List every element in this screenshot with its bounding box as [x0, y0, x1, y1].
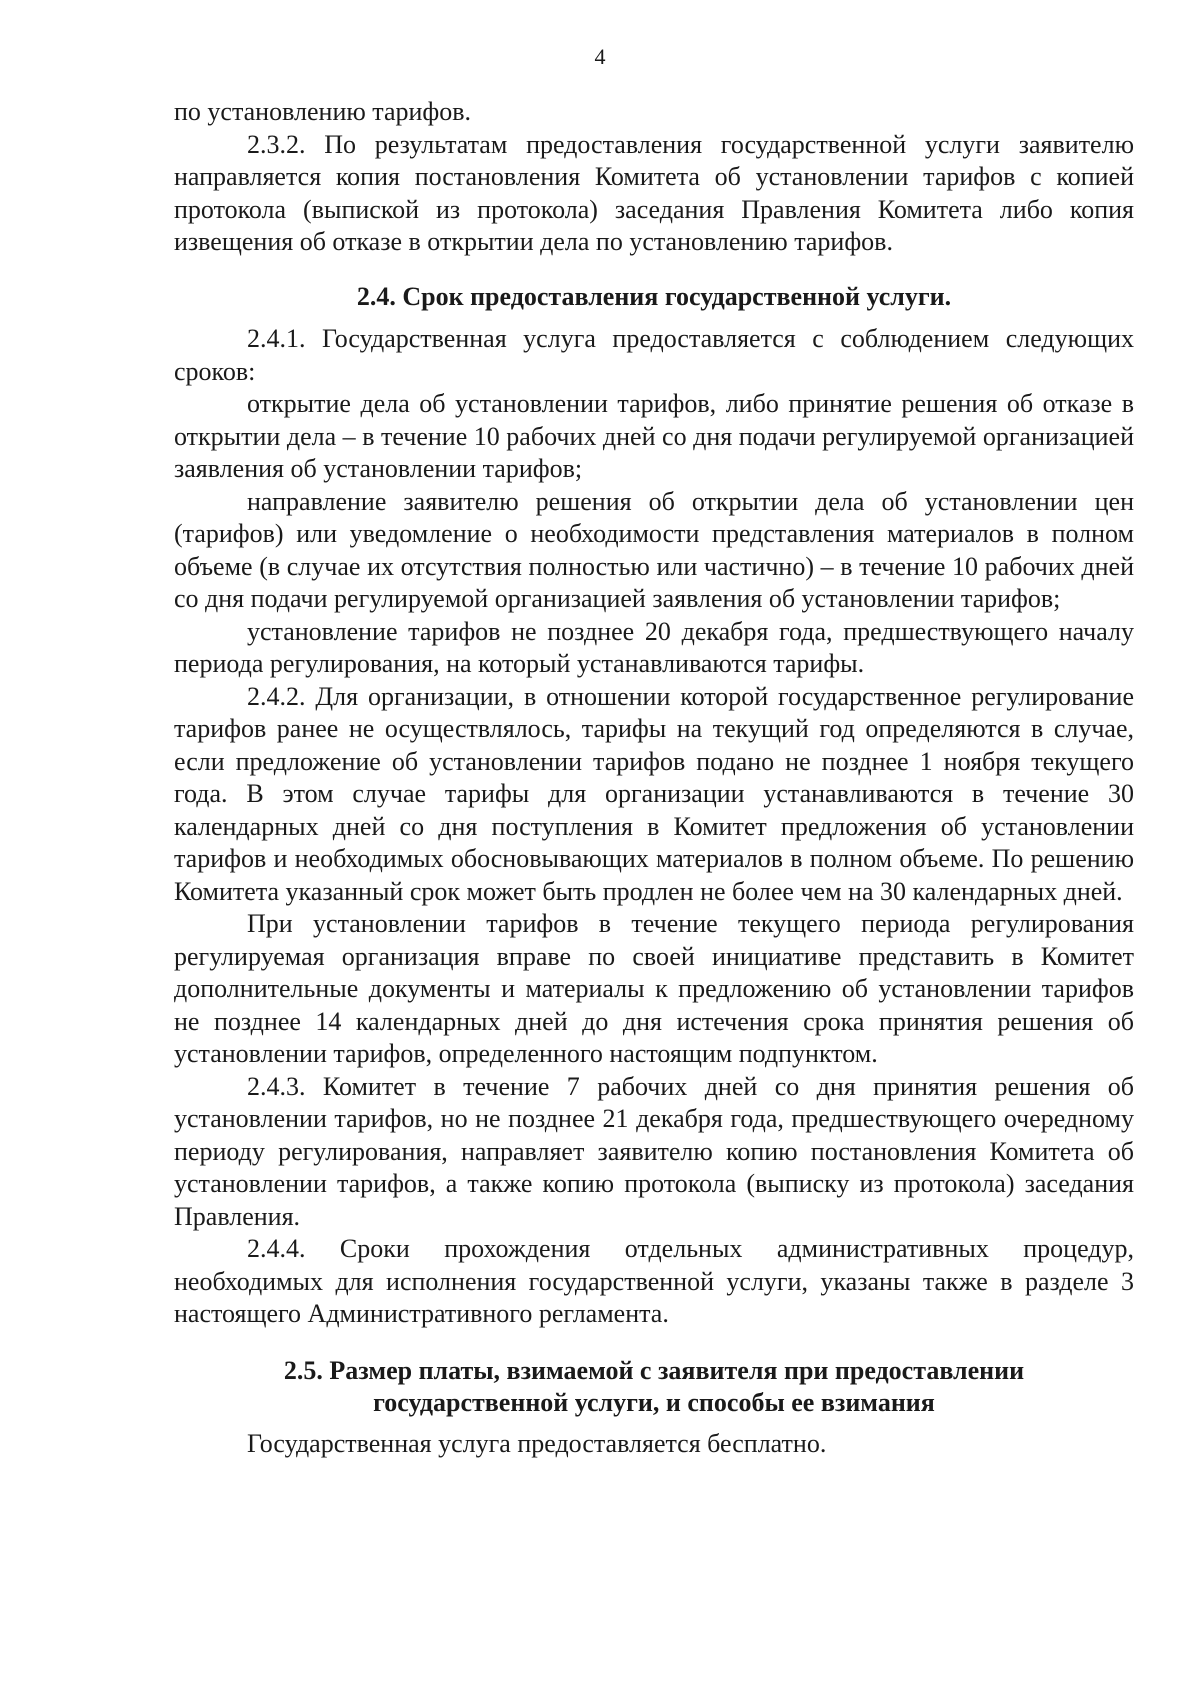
- section-heading-2-4: 2.4. Срок предоставления государственной услуги.: [356, 281, 952, 311]
- section-heading-2-5-line2: государственной услуги, и способы ее взимания: [373, 1388, 935, 1417]
- page-number: 4: [594, 44, 606, 69]
- section-heading-2-5: [174, 1355, 1134, 1420]
- paragraph-2-3-2: 2.3.2. По результатам предоставления государственной услуги заявителю направляется копия постановления Комитета об установлении тарифов с копией протокола (выпиской из протокола) заседания Правления Комитета либо копия извещения об отказе в открытии дела по установлению тарифов.: [174, 129, 1134, 256]
- section-heading-2-5-line1: 2.5. Размер платы, взимаемой с заявителя при предоставлении: [283, 1355, 1025, 1385]
- paragraph-term-setting: установление тарифов не позднее 20 декабря года, предшествующего началу периода регулирования, на который устанавливаются тарифы.: [174, 616, 1134, 678]
- paragraph-2-4-3: 2.4.3. Комитет в течение 7 рабочих дней со дня принятия решения об установлении тарифов, но не позднее 21 декабря года, предшествующего очередному периоду регулирования, направляет заявителю копию постановления Комитета об установлении тарифов, а также копию протокола (выписку из протокола) заседания Правления.: [174, 1071, 1134, 1231]
- document-body: [174, 96, 1134, 1460]
- paragraph-term-notice: направление заявителю решения об открытии дела об установлении цен (тарифов) или уведомление о необходимости представления материалов в полном объеме (в случае их отсутствия полностью или частично) – в течение 10 рабочих дней со дня подачи регулируемой организацией заявления об установлении тарифов;: [174, 486, 1134, 613]
- paragraph-continuation: по установлению тарифов.: [174, 97, 472, 126]
- paragraph-additional-documents: При установлении тарифов в течение текущего периода регулирования регулируемая организация вправе по своей инициативе представить в Комитет дополнительные документы и материалы к предложению об установлении тарифов не позднее 14 календарных дней до дня истечения срока принятия решения об установлении тарифов, определенного настоящим подпунктом.: [174, 909, 1134, 1068]
- paragraph-fee: Государственная услуга предоставляется бесплатно.: [247, 1428, 827, 1458]
- paragraph-2-4-1: 2.4.1. Государственная услуга предоставляется с соблюдением следующих сроков:: [174, 324, 1134, 386]
- paragraph-2-4-4: 2.4.4. Сроки прохождения отдельных административных процедур, необходимых для исполнения государственной услуги, указаны также в разделе 3 настоящего Административного регламента.: [174, 1234, 1134, 1328]
- paragraph-term-opening: открытие дела об установлении тарифов, либо принятие решения об отказе в открытии дела – в течение 10 рабочих дней со дня подачи регулируемой организацией заявления об установлении тарифов;: [174, 389, 1134, 483]
- paragraph-2-4-2: 2.4.2. Для организации, в отношении которой государственное регулирование тарифов ранее не осуществлялось, тарифы на текущий год определяются в случае, если предложение об установлении тарифов подано не позднее 1 ноября текущего года. В этом случае тарифы для организации устанавливаются в течение 30 календарных дней со дня поступления в Комитет предложения об установлении тарифов и необходимых обосновывающих материалов в полном объеме. По решению Комитета указанный срок может быть продлен не более чем на 30 календарных дней.: [174, 681, 1134, 906]
